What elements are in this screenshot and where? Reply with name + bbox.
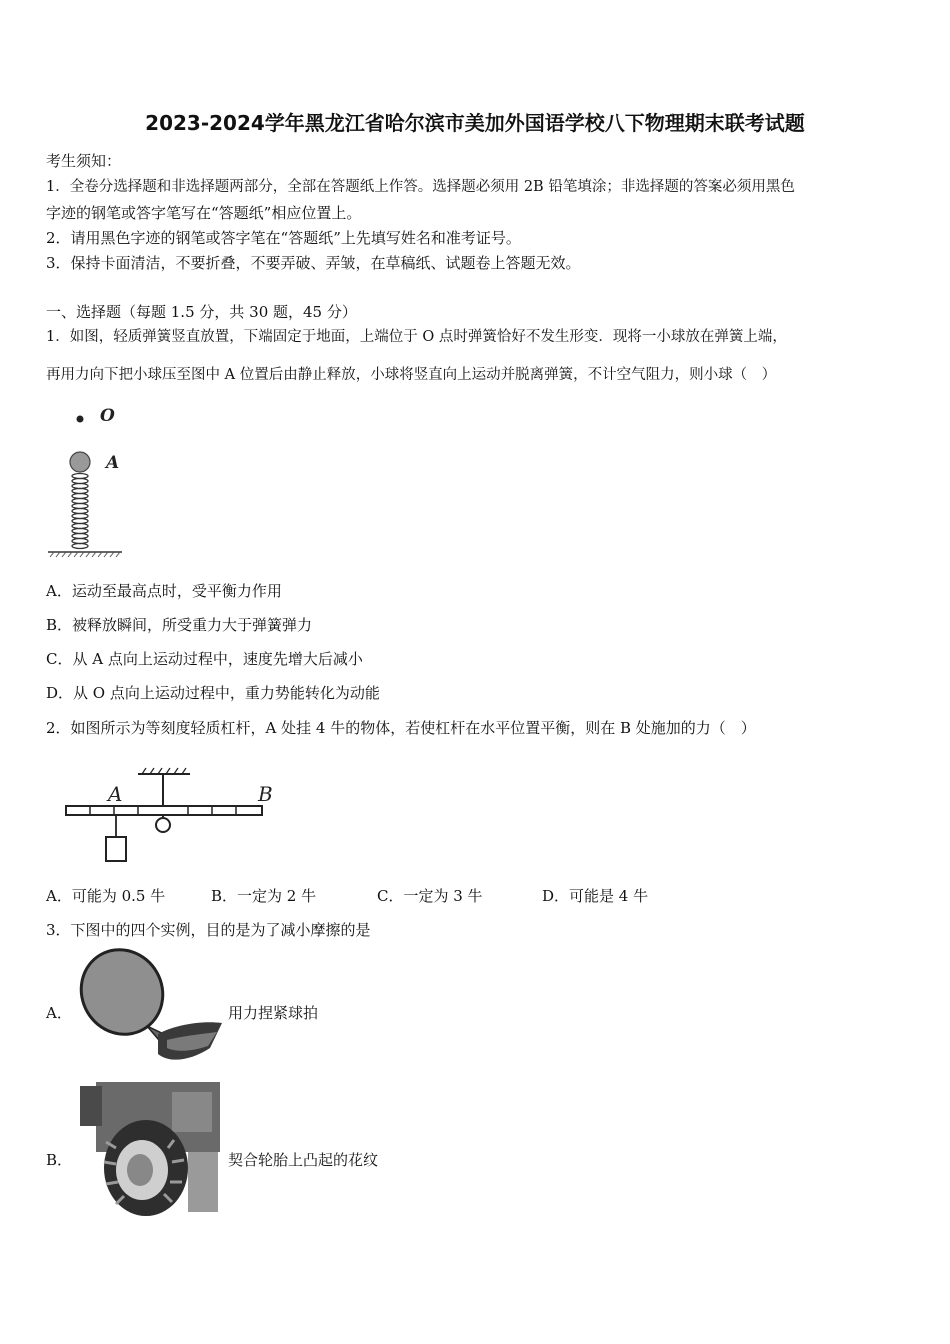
q3-option-a-letter: A． bbox=[46, 1004, 72, 1022]
q1-stem-line-2: 再用力向下把小球压至图中 A 位置后由静止释放，小球将竖直向上运动并脱离弹簧，不计空气阻力，则小球（ ） bbox=[46, 367, 777, 383]
page-title: 2023-2024学年黑龙江省哈尔滨市美加外国语学校八下物理期末联考试题 bbox=[145, 111, 805, 135]
q1-stem-line-1: 1．如图，轻质弹簧竖直放置，下端固定于地面，上端位于 O 点时弹簧恰好不发生形变．现将一小球放在弹簧上端， bbox=[46, 329, 787, 345]
q1-option-b: B．被释放瞬间，所受重力大于弹簧弹力 bbox=[46, 616, 313, 634]
q1-option-d: D．从 O 点向上运动过程中，重力势能转化为动能 bbox=[46, 684, 380, 702]
q2-option-c: C．一定为 3 牛 bbox=[377, 887, 483, 905]
q3-option-a-text: 用力捏紧球拍 bbox=[228, 1004, 319, 1022]
q3-stem: 3．下图中的四个实例，目的是为了减小摩擦的是 bbox=[46, 921, 371, 939]
q2-stem: 2．如图所示为等刻度轻质杠杆，A 处挂 4 牛的物体，若使杠杆在水平位置平衡，则在 B 处施加的力（ ） bbox=[46, 719, 756, 737]
q3-option-b-text: 契合轮胎上凸起的花纹 bbox=[228, 1151, 379, 1169]
ground-hatch bbox=[50, 552, 120, 557]
spring-figure bbox=[40, 400, 140, 565]
ball bbox=[70, 452, 90, 472]
spring-coils bbox=[72, 474, 88, 549]
q1-option-a: A．运动至最高点时，受平衡力作用 bbox=[46, 582, 282, 600]
label-o: O bbox=[100, 406, 115, 426]
q1-option-c: C．从 A 点向上运动过程中，速度先增大后减小 bbox=[46, 650, 363, 668]
lever-bar bbox=[66, 806, 262, 815]
label-b: B bbox=[258, 782, 273, 806]
section-heading: 一、选择题（每题 1.5 分，共 30 题，45 分） bbox=[46, 303, 357, 321]
notice-line-2: 2．请用黑色字迹的钢笔或答字笔在“答题纸”上先填写姓名和准考证号。 bbox=[46, 229, 521, 247]
q2-option-d: D．可能是 4 牛 bbox=[542, 887, 649, 905]
notice-line-1b: 字迹的钢笔或答字笔写在“答题纸”相应位置上。 bbox=[46, 204, 362, 222]
point-o-dot bbox=[77, 416, 84, 423]
q2-option-a: A．可能为 0.5 牛 bbox=[46, 887, 166, 905]
q3-option-b-letter: B． bbox=[46, 1151, 73, 1169]
hanging-weight bbox=[106, 837, 126, 861]
q2-option-b: B．一定为 2 牛 bbox=[211, 887, 317, 905]
notice-line-1a: 1．全卷分选择题和非选择题两部分，全部在答题纸上作答。选择题必须用 2B 铅笔填涂；非选择题的答案必须用黑色 bbox=[46, 179, 795, 195]
pivot-ring bbox=[156, 818, 170, 832]
lever-figure bbox=[60, 765, 280, 870]
tractor-tire-image bbox=[76, 1082, 222, 1218]
label-a: A bbox=[108, 782, 123, 806]
racket-image bbox=[72, 948, 232, 1066]
label-a: A bbox=[106, 453, 120, 473]
notice-line-3: 3．保持卡面清洁，不要折叠，不要弄破、弄皱，在草稿纸、试题卷上答题无效。 bbox=[46, 254, 581, 272]
notice-heading: 考生须知： bbox=[46, 152, 122, 170]
